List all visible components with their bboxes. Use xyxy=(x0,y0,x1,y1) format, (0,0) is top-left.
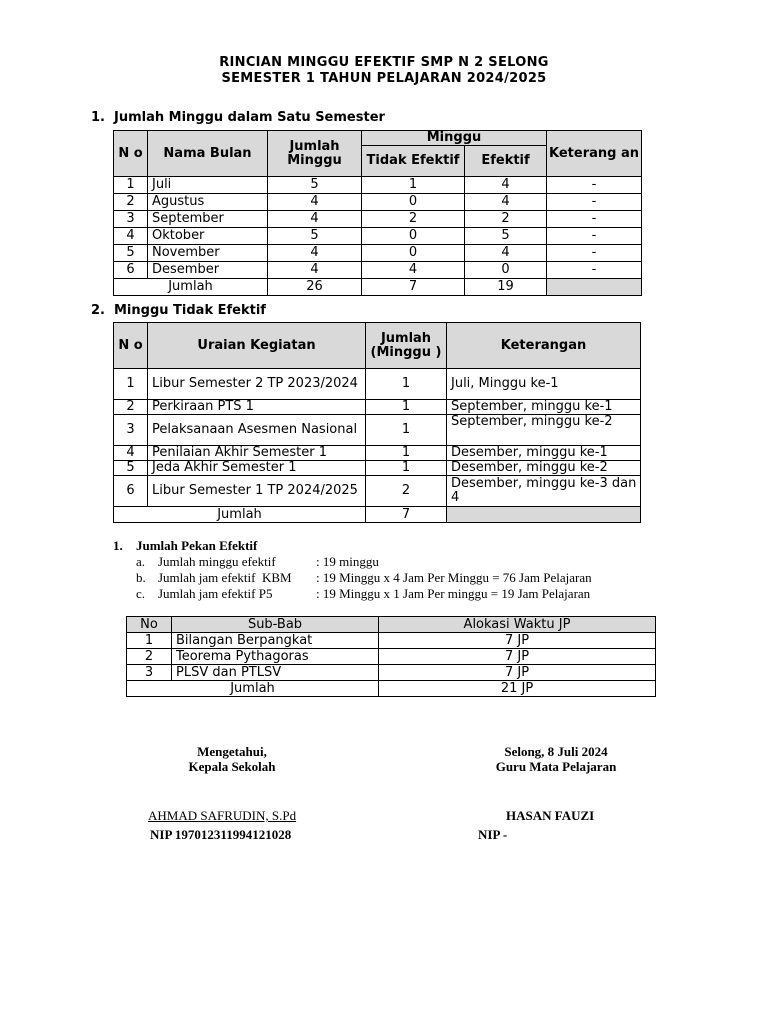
cell-tidak-efektif: 0 xyxy=(362,245,465,262)
signature-left-name: AHMAD SAFRUDIN, S.Pd xyxy=(148,808,297,823)
section2-number: 2. xyxy=(91,303,105,318)
cell-jumlah: 5 xyxy=(268,177,362,194)
header-minggu: Minggu xyxy=(362,131,547,146)
header-keterangan: Keterang an xyxy=(547,131,642,177)
cell-uraian: Libur Semester 2 TP 2023/2024 xyxy=(148,369,366,400)
cell-keterangan: Desember, minggu ke-3 dan 4 xyxy=(447,476,641,507)
cell-efektif: 4 xyxy=(465,245,547,262)
cell-bulan: Oktober xyxy=(148,228,268,245)
cell-no: 5 xyxy=(114,245,148,262)
cell-tidak-efektif: 0 xyxy=(362,194,465,211)
cell-keterangan: September, minggu ke-2 xyxy=(447,415,641,446)
table-row xyxy=(127,633,656,649)
cell-keterangan: - xyxy=(547,245,642,262)
section1-number: 1. xyxy=(91,110,105,125)
signature-left-line2: Kepala Sekolah xyxy=(188,759,276,774)
cell-efektif: 4 xyxy=(465,177,547,194)
doc-title-line1: RINCIAN MINGGU EFEKTIF SMP N 2 SELONG xyxy=(219,55,549,70)
table-alokasi-waktu xyxy=(126,616,656,697)
cell-jumlah: 4 xyxy=(268,211,362,228)
cell-no: 1 xyxy=(114,177,148,194)
table-minggu-semester xyxy=(113,130,642,296)
cell-efektif: 0 xyxy=(465,262,547,279)
cell-keterangan: - xyxy=(547,177,642,194)
table-row xyxy=(127,665,656,681)
table-row xyxy=(114,415,641,446)
list-item-b-letter: b. xyxy=(136,570,146,585)
cell-no: 4 xyxy=(114,446,148,461)
header-jumlah: Jumlah (Minggu ) xyxy=(366,323,447,369)
cell-efektif: 5 xyxy=(465,228,547,245)
signature-left-line1: Mengetahui, xyxy=(197,744,267,759)
cell-uraian: Perkiraan PTS 1 xyxy=(148,400,366,415)
cell-tidak-efektif: 4 xyxy=(362,262,465,279)
cell-no: 1 xyxy=(127,633,172,649)
signature-right-line1: Selong, 8 Juli 2024 xyxy=(504,744,608,759)
cell-subbab: Bilangan Berpangkat xyxy=(172,633,379,649)
cell-keterangan: Desember, minggu ke-2 xyxy=(447,461,641,476)
cell-no: 1 xyxy=(114,369,148,400)
cell-uraian: Penilaian Akhir Semester 1 xyxy=(148,446,366,461)
table-row xyxy=(114,400,641,415)
list-item-b-value: : 19 Minggu x 4 Jam Per Minggu = 76 Jam Pelajaran xyxy=(316,570,592,585)
table-row xyxy=(114,177,642,194)
cell-keterangan: September, minggu ke-1 xyxy=(447,400,641,415)
cell-jumlah: 1 xyxy=(366,400,447,415)
list-item-c-value: : 19 Minggu x 1 Jam Per minggu = 19 Jam Pelajaran xyxy=(316,586,591,601)
cell-uraian: Libur Semester 1 TP 2024/2025 xyxy=(148,476,366,507)
cell-jumlah: 5 xyxy=(268,228,362,245)
table-row xyxy=(114,369,641,400)
cell-alokasi: 7 JP xyxy=(379,633,656,649)
cell-no: 3 xyxy=(114,415,148,446)
table-row xyxy=(114,476,641,507)
cell-jumlah: 4 xyxy=(268,194,362,211)
cell-bulan: Agustus xyxy=(148,194,268,211)
cell-keterangan: Juli, Minggu ke-1 xyxy=(447,369,641,400)
cell-uraian: Pelaksanaan Asesmen Nasional xyxy=(148,415,366,446)
cell-no: 4 xyxy=(114,228,148,245)
total-keterangan-empty xyxy=(547,279,642,296)
doc-title-line2: SEMESTER 1 TAHUN PELAJARAN 2024/2025 xyxy=(221,71,547,86)
list-item-a-label: Jumlah minggu efektif xyxy=(158,554,276,569)
header-uraian: Uraian Kegiatan xyxy=(148,323,366,369)
cell-alokasi: 7 JP xyxy=(379,665,656,681)
header-jumlah-minggu: Jumlah Minggu xyxy=(268,131,362,177)
header-nama-bulan: Nama Bulan xyxy=(148,131,268,177)
list-item-b-label: Jumlah jam efektif KBM xyxy=(158,570,292,585)
header-alokasi: Alokasi Waktu JP xyxy=(379,617,656,633)
cell-no: 6 xyxy=(114,476,148,507)
table-row xyxy=(114,461,641,476)
cell-no: 2 xyxy=(127,649,172,665)
cell-jumlah: 1 xyxy=(366,446,447,461)
cell-tidak-efektif: 0 xyxy=(362,228,465,245)
list-item-a-value: : 19 minggu xyxy=(316,554,379,569)
table-row xyxy=(114,245,642,262)
total-efektif: 19 xyxy=(465,279,547,296)
cell-jumlah: 1 xyxy=(366,415,447,446)
total-row xyxy=(114,507,641,523)
cell-no: 6 xyxy=(114,262,148,279)
header-keterangan: Keterangan xyxy=(447,323,641,369)
total-keterangan-empty xyxy=(447,507,641,523)
cell-keterangan: - xyxy=(547,211,642,228)
table-row xyxy=(114,262,642,279)
total-label: Jumlah xyxy=(127,681,379,697)
cell-tidak-efektif: 1 xyxy=(362,177,465,194)
cell-jumlah: 2 xyxy=(366,476,447,507)
cell-bulan: Juli xyxy=(148,177,268,194)
cell-efektif: 4 xyxy=(465,194,547,211)
signature-right-line2: Guru Mata Pelajaran xyxy=(495,759,617,774)
cell-efektif: 2 xyxy=(465,211,547,228)
cell-jumlah: 4 xyxy=(268,245,362,262)
total-jumlah: 7 xyxy=(366,507,447,523)
total-row xyxy=(114,279,642,296)
table-row xyxy=(114,194,642,211)
header-no: No xyxy=(127,617,172,633)
cell-keterangan: - xyxy=(547,262,642,279)
header-no: N o xyxy=(114,131,148,177)
cell-tidak-efektif: 2 xyxy=(362,211,465,228)
cell-keterangan: - xyxy=(547,228,642,245)
signature-right-nip: NIP - xyxy=(478,827,508,842)
cell-keterangan: - xyxy=(547,194,642,211)
cell-alokasi: 7 JP xyxy=(379,649,656,665)
cell-no: 5 xyxy=(114,461,148,476)
total-alokasi: 21 JP xyxy=(379,681,656,697)
total-row xyxy=(127,681,656,697)
cell-no: 2 xyxy=(114,194,148,211)
section3-title: Jumlah Pekan Efektif xyxy=(136,538,258,553)
table-row xyxy=(127,649,656,665)
cell-jumlah: 1 xyxy=(366,461,447,476)
cell-uraian: Jeda Akhir Semester 1 xyxy=(148,461,366,476)
total-label: Jumlah xyxy=(114,507,366,523)
total-tidak-efektif: 7 xyxy=(362,279,465,296)
total-jumlah: 26 xyxy=(268,279,362,296)
cell-bulan: November xyxy=(148,245,268,262)
section3-number: 1. xyxy=(113,538,123,553)
cell-keterangan: Desember, minggu ke-1 xyxy=(447,446,641,461)
header-subbab: Sub-Bab xyxy=(172,617,379,633)
list-item-c-label: Jumlah jam efektif P5 xyxy=(158,586,273,601)
section1-title: Jumlah Minggu dalam Satu Semester xyxy=(114,110,385,125)
cell-jumlah: 1 xyxy=(366,369,447,400)
table-row xyxy=(114,211,642,228)
cell-bulan: Desember xyxy=(148,262,268,279)
table-minggu-tidak-efektif xyxy=(113,322,641,523)
table-row xyxy=(114,228,642,245)
cell-jumlah: 4 xyxy=(268,262,362,279)
cell-subbab: PLSV dan PTLSV xyxy=(172,665,379,681)
cell-no: 3 xyxy=(114,211,148,228)
total-label: Jumlah xyxy=(114,279,268,296)
signature-left-nip: NIP 197012311994121028 xyxy=(150,827,292,842)
section2-title: Minggu Tidak Efektif xyxy=(114,303,266,318)
header-efektif: Efektif xyxy=(465,146,547,177)
cell-no: 3 xyxy=(127,665,172,681)
cell-subbab: Teorema Pythagoras xyxy=(172,649,379,665)
list-item-c-letter: c. xyxy=(136,586,146,601)
header-tidak-efektif: Tidak Efektif xyxy=(362,146,465,177)
table-row xyxy=(114,446,641,461)
cell-no: 2 xyxy=(114,400,148,415)
cell-bulan: September xyxy=(148,211,268,228)
list-item-a-letter: a. xyxy=(136,554,146,569)
header-no: N o xyxy=(114,323,148,369)
signature-right-name: HASAN FAUZI xyxy=(506,808,595,823)
